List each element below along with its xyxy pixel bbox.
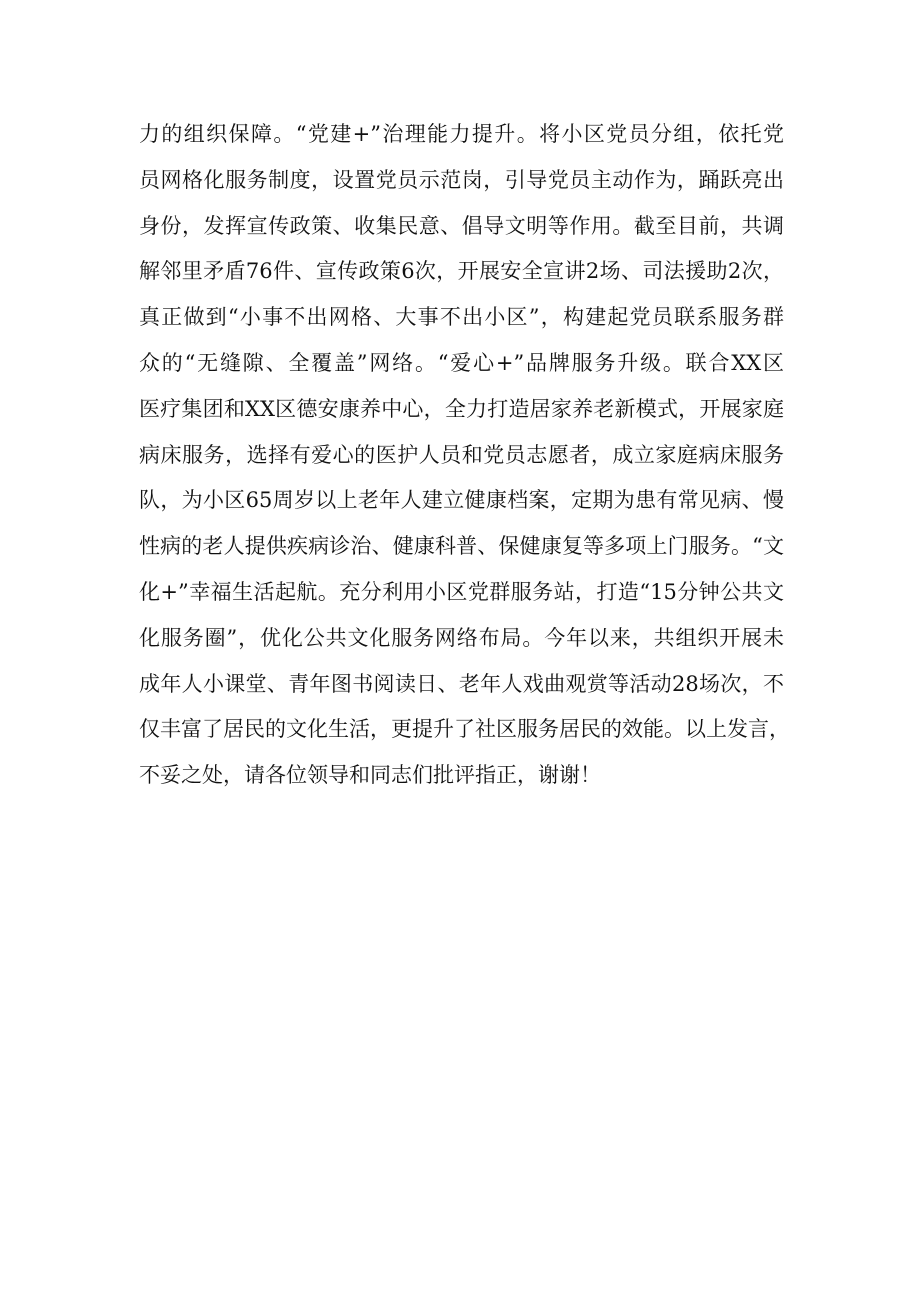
text-line: 身份，发挥宣传政策、收集民意、倡导文明等作用。截至目前，共调 [139, 213, 784, 238]
text-line: 病床服务，选择有爱心的医护人员和党员志愿者，成立家庭病床服务 [139, 442, 784, 467]
text-line: 化服务圈”，优化公共文化服务网络布局。今年以来，共组织开展未 [139, 625, 784, 650]
text-line: 力的组织保障。“党建+”治理能力提升。将小区党员分组，依托党 [139, 122, 784, 146]
text-line: 真正做到“小事不出网格、大事不出小区”，构建起党员联系服务群 [139, 305, 784, 330]
text-line: 性病的老人提供疾病诊治、健康科普、保健康复等多项上门服务。“文 [139, 534, 784, 559]
text-line: 队，为小区65周岁以上老年人建立健康档案，定期为患有常见病、慢 [139, 488, 784, 513]
body-text [139, 112, 790, 799]
text-line: 众的“无缝隙、全覆盖”网络。“爱心+”品牌服务升级。联合XX区 [139, 350, 784, 375]
text-line-last: 不妥之处，请各位领导和同志们批评指正，谢谢！ [139, 763, 601, 788]
text-line: 仅丰富了居民的文化生活，更提升了社区服务居民的效能。以上发言， [139, 717, 790, 742]
text-line: 解邻里矛盾76件、宣传政策6次，开展安全宣讲2场、司法援助2次， [139, 259, 784, 284]
text-line: 成年人小课堂、青年图书阅读日、老年人戏曲观赏等活动28场次，不 [139, 671, 784, 696]
text-line: 员网格化服务制度，设置党员示范岗，引导党员主动作为，踊跃亮出 [139, 167, 784, 192]
text-line: 医疗集团和XX区德安康养中心，全力打造居家养老新模式，开展家庭 [139, 396, 784, 421]
text-line: 化+”幸福生活起航。充分利用小区党群服务站，打造“15分钟公共文 [139, 579, 784, 604]
